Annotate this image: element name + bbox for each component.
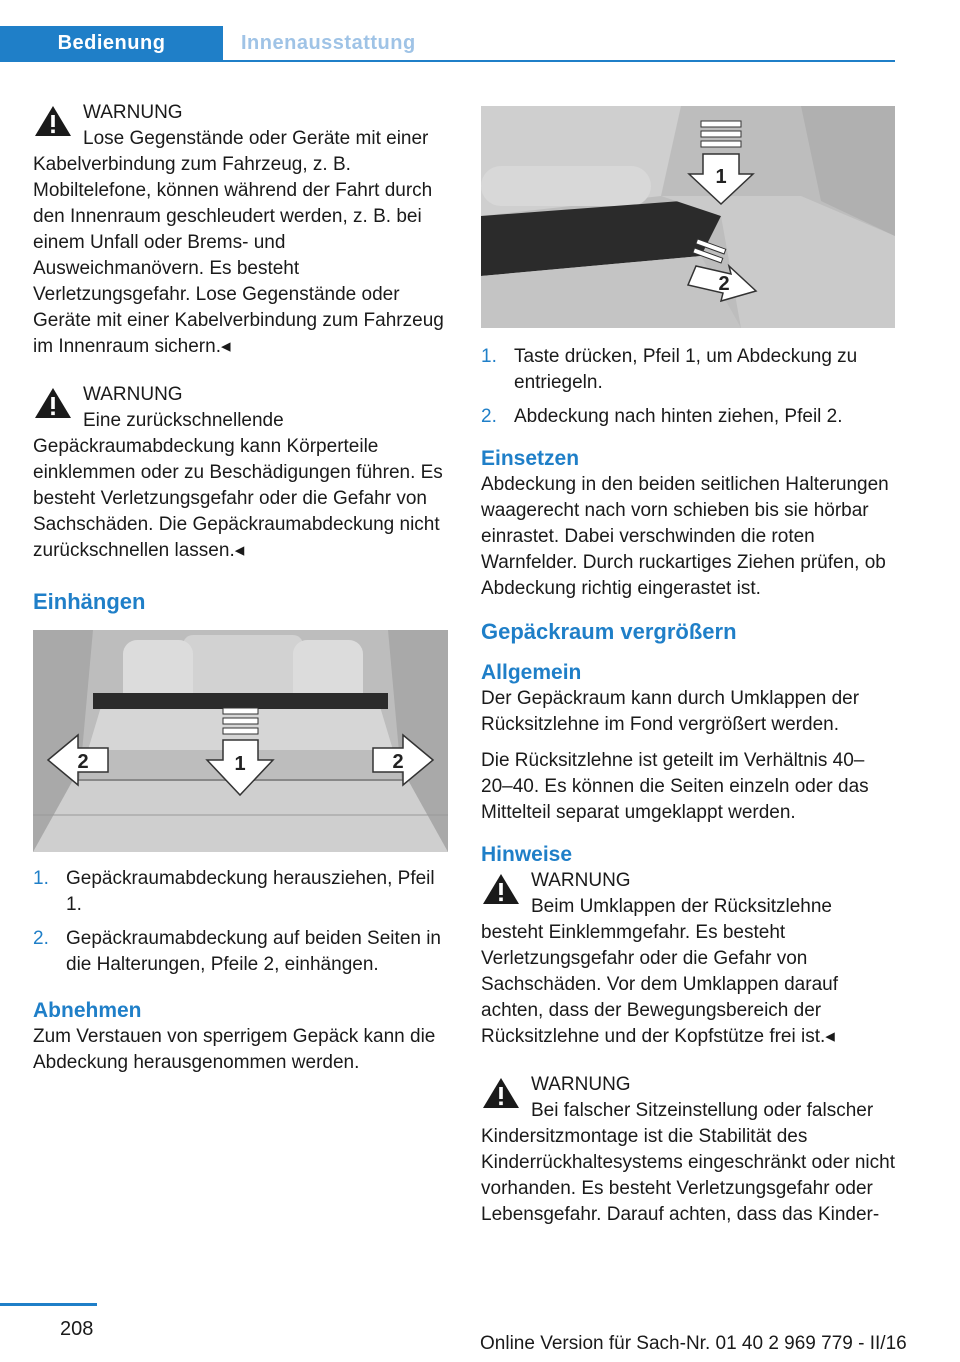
warning-icon — [33, 104, 73, 138]
arrow-label-1: 1 — [234, 753, 246, 775]
list-item — [33, 866, 448, 918]
warning-title: WARNUNG — [83, 384, 183, 405]
abnehmen-steps — [481, 344, 895, 430]
cover-release-illustration — [481, 106, 895, 328]
step-text: Gepäckraumabdeckung auf beiden Seiten in die Halterungen, Pfeile 2, einhängen. — [66, 928, 441, 975]
arrow-label-2: 2 — [718, 273, 730, 295]
cover-release-drawing — [481, 106, 895, 328]
warning-block — [481, 868, 895, 1050]
tab-innenausstattung[interactable]: Innenausstattung — [241, 32, 416, 54]
warning-block — [481, 1072, 895, 1228]
warning-title: WARNUNG — [83, 102, 183, 123]
arrow-label-2-left: 2 — [77, 751, 89, 773]
heading-einhaengen: Einhängen — [33, 589, 146, 614]
heading-gepaeckraum-vergroessern: Gepäckraum vergrößern — [481, 619, 737, 644]
warning-text: Lose Gegenstände oder Geräte mit einer Kabelverbindung zum Fahrzeug, z. B. Mobiltelefone, können während der Fahrt durch den Innenraum geschleudert werden, z. B. bei einem Unfall oder Brems- und Ausweichmanövern. Es besteht Verletzungsgefahr. Lose Gegenstände oder Geräte mit einer Kabelverbindung zum Fahrzeug im Innenraum sichern.◂ — [33, 128, 444, 357]
allgemein-paragraph-1: Der Gepäckraum kann durch Umklappen der Rücksitzlehne im Fond vergrößert werden. — [481, 688, 860, 735]
warning-icon — [481, 872, 521, 906]
warning-block — [33, 382, 448, 564]
heading-hinweise: Hinweise — [481, 843, 573, 866]
einsetzen-text: Abdeckung in den beiden seitlichen Halterungen waagerecht nach vorn schieben bis sie hörbar einrastet. Dabei verschwinden die roten Warnfelder. Durch ruckartiges Ziehen prüfen, ob Abdeckung richtig eingerastet ist. — [481, 474, 889, 599]
list-item — [33, 926, 448, 978]
heading-einsetzen: Einsetzen — [481, 447, 580, 470]
cargo-area-drawing — [33, 630, 448, 852]
page-header — [0, 0, 960, 62]
online-version-note: Online Version für Sach-Nr. 01 40 2 969 779 - II/16 — [480, 1333, 907, 1354]
step-number: 2. — [481, 406, 497, 427]
step-number: 1. — [33, 868, 49, 889]
step-text: Taste drücken, Pfeil 1, um Abdeckung zu entriegeln. — [514, 346, 858, 393]
warning-text: Bei falscher Sitzeinstellung oder falscher Kindersitzmontage ist die Stabilität des Kinderrückhaltesystems eingeschränkt oder nicht vorhanden. Es besteht Verletzungsgefahr oder Lebensgefahr. Darauf achten, dass das Kinder- — [481, 1100, 895, 1225]
step-text: Abdeckung nach hinten ziehen, Pfeil 2. — [514, 406, 843, 427]
step-number: 1. — [481, 346, 497, 367]
warning-text: Beim Umklappen der Rücksitzlehne besteht Einklemmgefahr. Es besteht Verletzungsgefahr oder die Gefahr von Sachschäden. Vor dem Umklappen darauf achten, dass der Bewegungsbereich der Rücksitzlehne und der Kopfstütze frei ist.◂ — [481, 896, 838, 1047]
arrow-label-2-right: 2 — [392, 751, 404, 773]
page-number: 208 — [60, 1318, 94, 1340]
header-divider — [0, 60, 895, 62]
list-item — [481, 344, 895, 396]
warning-title: WARNUNG — [531, 1074, 631, 1095]
cargo-cover-illustration — [33, 630, 448, 852]
warning-block — [33, 100, 448, 360]
step-text: Gepäckraumabdeckung herausziehen, Pfeil 1. — [66, 868, 435, 915]
arrow-label-1: 1 — [715, 166, 727, 188]
footer-divider — [0, 1303, 97, 1306]
tab-bedienung[interactable]: Bedienung — [0, 26, 223, 61]
warning-icon — [33, 386, 73, 420]
warning-icon — [481, 1076, 521, 1110]
allgemein-paragraph-2: Die Rücksitzlehne ist geteilt im Verhältnis 40–20–40. Es können die Seiten einzeln oder das Mittelteil separat umgeklappt werden. — [481, 750, 869, 823]
heading-abnehmen: Abnehmen — [33, 999, 142, 1022]
warning-title: WARNUNG — [531, 870, 631, 891]
abnehmen-text: Zum Verstauen von sperrigem Gepäck kann die Abdeckung herausgenommen werden. — [33, 1026, 436, 1073]
list-item — [481, 404, 895, 430]
right-column — [481, 100, 895, 1250]
heading-allgemein: Allgemein — [481, 661, 582, 684]
step-number: 2. — [33, 928, 49, 949]
left-column — [33, 100, 448, 1086]
warning-text: Eine zurückschnellende Gepäckraumabdeckung kann Körperteile einklemmen oder zu Beschädigungen führen. Es besteht Verletzungsgefahr oder die Gefahr von Sachschäden. Die Gepäckraumabdeckung nicht zurückschnellen lassen.◂ — [33, 410, 443, 561]
einhaengen-steps — [33, 866, 448, 978]
